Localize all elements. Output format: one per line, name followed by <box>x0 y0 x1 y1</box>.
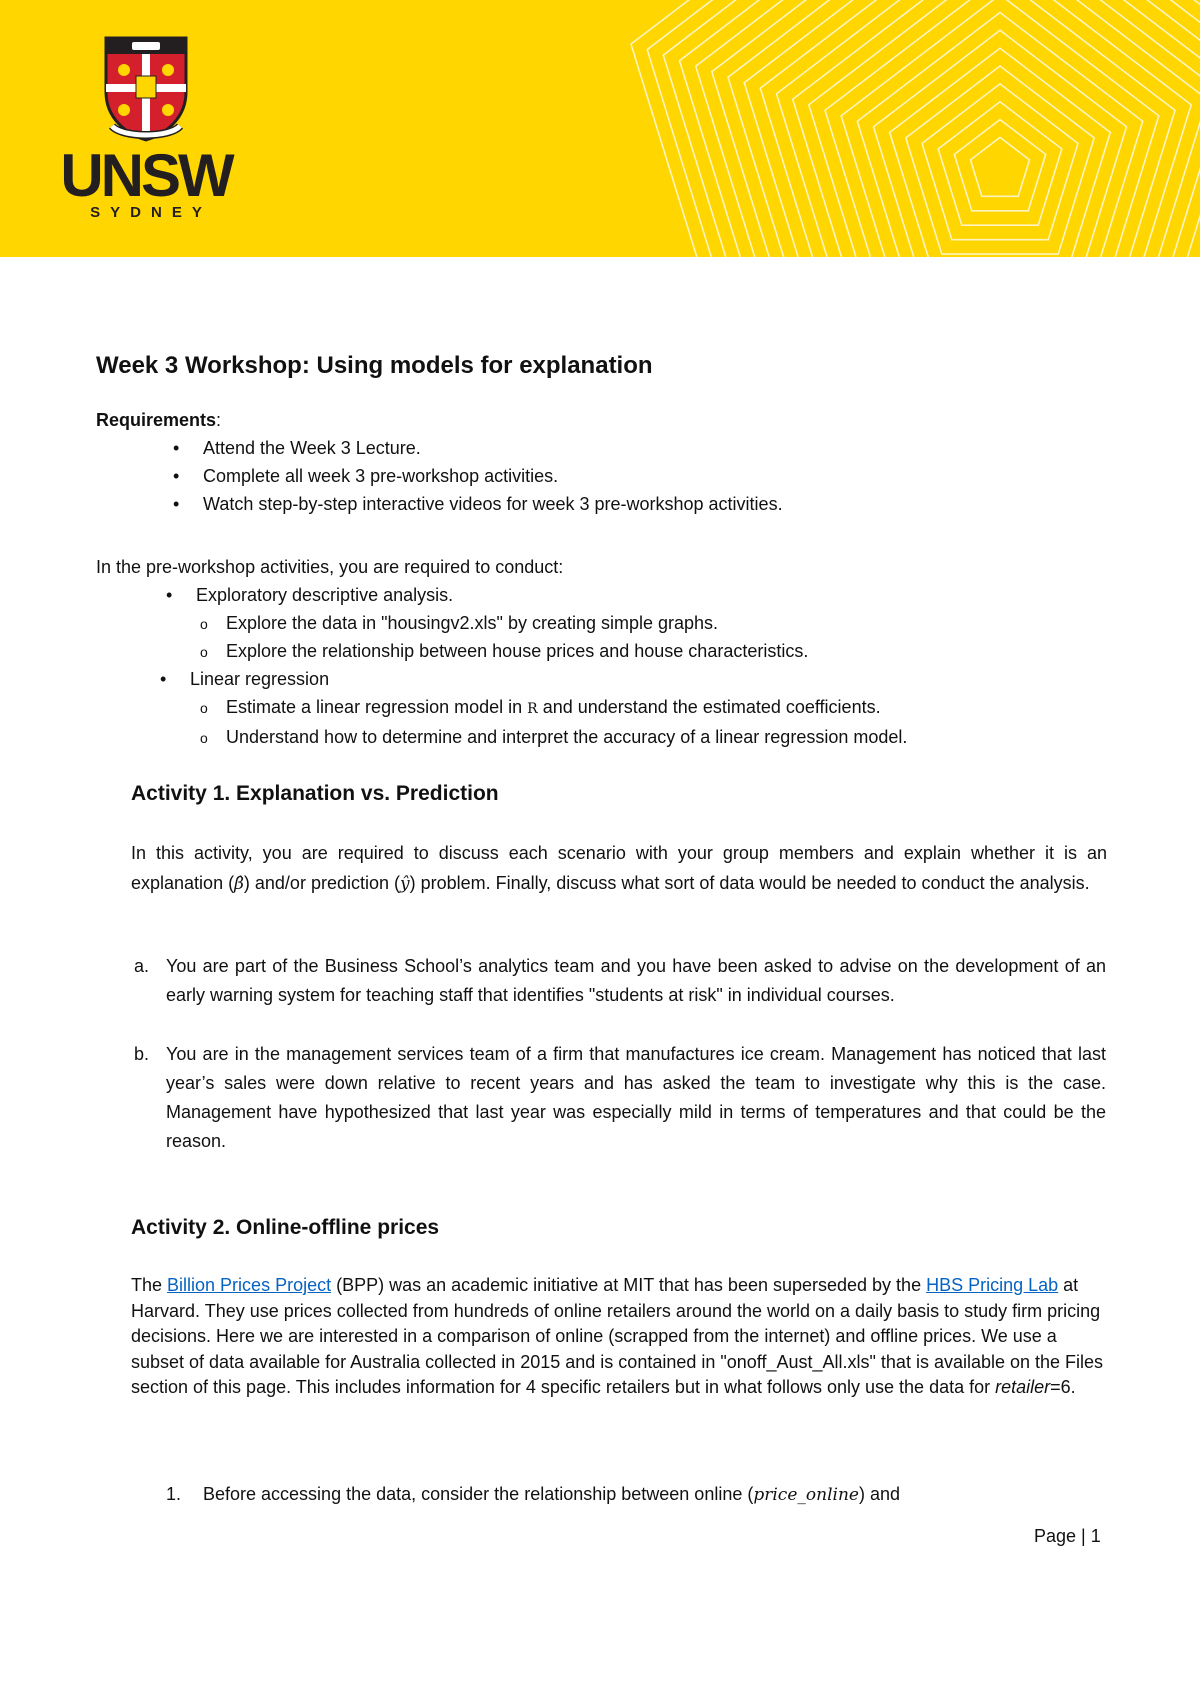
pre-workshop-subitem: o Understand how to determine and interpret the accuracy of a linear regression model. <box>226 723 907 751</box>
scenario-marker: b. <box>134 1044 150 1064</box>
subitem-text: Estimate a linear regression model in <box>226 697 528 717</box>
header-banner <box>0 0 1200 257</box>
question-text: ) and <box>858 1484 900 1504</box>
scenario-marker: a. <box>134 956 150 976</box>
pre-workshop-item <box>196 581 907 665</box>
pre-workshop-subitem: o Explore the relationship between house prices and house characteristics. <box>226 637 907 665</box>
pattern-ring <box>793 0 1200 257</box>
pattern-ring <box>922 84 1078 240</box>
document-title: Week 3 Workshop: Using models for explanation <box>96 352 653 379</box>
price-online-symbol: price_online <box>753 1485 859 1505</box>
scenario-a <box>134 952 1106 1010</box>
pattern-ring <box>744 0 1200 257</box>
pre-workshop-list <box>190 581 908 751</box>
unsw-logo <box>56 34 236 224</box>
pattern-ring <box>696 0 1200 257</box>
pattern-ring <box>841 0 1159 257</box>
activity1-heading: Activity 1. Explanation vs. Prediction <box>131 782 499 805</box>
question-text: Before accessing the data, consider the relationship between online ( <box>203 1484 754 1504</box>
activity2-heading: Activity 2. Online-offline prices <box>131 1216 440 1239</box>
logo-wordmark: UNSW <box>60 142 232 209</box>
pre-workshop-sublist <box>226 609 907 665</box>
requirement-item: • Watch step-by-step interactive videos for week 3 pre-workshop activities. <box>203 490 783 518</box>
hbs-pricing-lab-link[interactable]: HBS Pricing Lab <box>926 1275 1059 1295</box>
pattern-ring <box>874 30 1127 257</box>
pattern-ring <box>680 0 1200 257</box>
activity1-intro-text: ) and/or prediction ( <box>243 873 400 893</box>
beta-hat-symbol: β̂ <box>234 874 244 894</box>
requirements-list <box>203 434 783 518</box>
billion-prices-project-link[interactable]: Billion Prices Project <box>167 1275 332 1295</box>
pattern-ring <box>809 0 1191 257</box>
requirements-label: Requirements <box>96 410 217 430</box>
activity2-paragraph <box>131 1273 1107 1401</box>
scenario-b <box>134 1040 1106 1156</box>
unsw-crest-icon <box>102 34 190 144</box>
pre-workshop-item <box>190 665 907 751</box>
activity2-text: =6. <box>1050 1377 1076 1397</box>
requirements-label-line <box>96 406 221 434</box>
question-1-text <box>203 1480 1107 1509</box>
scenario-text: You are in the management services team of a firm that manufactures ice cream. Management has noticed that last year’s sales were down relative to recent years and has asked the team to investigate why this is the case. Management have hypothesized that last year was especially mild in terms of temperatures and that could be the reason. <box>166 1044 1106 1151</box>
pattern-ring <box>647 0 1200 257</box>
page-number: Page | 1 <box>1034 1526 1101 1546</box>
requirements-colon: : <box>216 410 222 430</box>
pre-workshop-item-label: Exploratory descriptive analysis. <box>196 585 454 605</box>
y-hat-symbol: ŷ <box>399 874 410 894</box>
pattern-ring <box>728 0 1200 257</box>
pre-workshop-sublist <box>226 693 907 751</box>
pattern-ring <box>777 0 1200 257</box>
pattern-ring <box>857 13 1142 258</box>
activity2-text: The <box>131 1275 168 1295</box>
activity1-intro-text: In this activity, you are required to discuss each scenario with your group members and explain whether it is an explanation ( <box>131 843 1107 893</box>
pattern-ring <box>890 48 1111 257</box>
requirement-item: • Attend the Week 3 Lecture. <box>203 434 783 462</box>
scenario-text: You are part of the Business School’s analytics team and you have been asked to advise on the development of an early warning system for teaching staff that identifies "students at risk" in individual courses. <box>166 956 1106 1005</box>
pattern-ring <box>631 0 1200 257</box>
pattern-ring <box>954 120 1045 211</box>
pre-workshop-intro: In the pre-workshop activities, you are required to conduct: <box>96 557 564 577</box>
activity1-intro <box>131 838 1107 899</box>
logo-subtext: SYDNEY <box>90 204 212 221</box>
pattern-ring <box>825 0 1175 257</box>
retailer-italic: retailer <box>995 1377 1051 1397</box>
pattern-ring <box>712 0 1200 257</box>
activity2-text: (BPP) was an academic initiative at MIT that has been superseded by the <box>331 1275 927 1295</box>
question-number: 1. <box>166 1484 182 1504</box>
pattern-ring <box>663 0 1200 257</box>
activity1-intro-text: ) problem. Finally, discuss what sort of data would be needed to conduct the analysis. <box>409 873 1090 893</box>
pattern-ring <box>760 0 1200 257</box>
pattern-ring <box>938 102 1062 225</box>
requirement-item: • Complete all week 3 pre-workshop activities. <box>203 462 783 490</box>
question-1 <box>166 1480 181 1508</box>
pre-workshop-subitem: o Explore the data in "housingv2.xls" by creating simple graphs. <box>226 609 907 637</box>
subitem-text: and understand the estimated coefficients. <box>537 697 881 717</box>
r-symbol: R <box>527 701 538 717</box>
pattern-ring <box>906 66 1094 254</box>
activity2-text: at Harvard. They use prices collected from hundreds of online retailers around the world on a daily basis to study firm pricing decisions. Here we are interested in a comparison of online (scrapped from the internet) and offline prices. We use a subset of data available for Australia collected in 2015 and is contained in "onoff_Aust_All.xls" that is available on the Files section of this page. This includes information for 4 specific retailers but in what follows only use the data for <box>131 1275 1104 1397</box>
pre-workshop-subitem <box>226 693 907 723</box>
pattern-ring <box>971 137 1030 196</box>
pre-workshop-item-label: Linear regression <box>190 669 330 689</box>
